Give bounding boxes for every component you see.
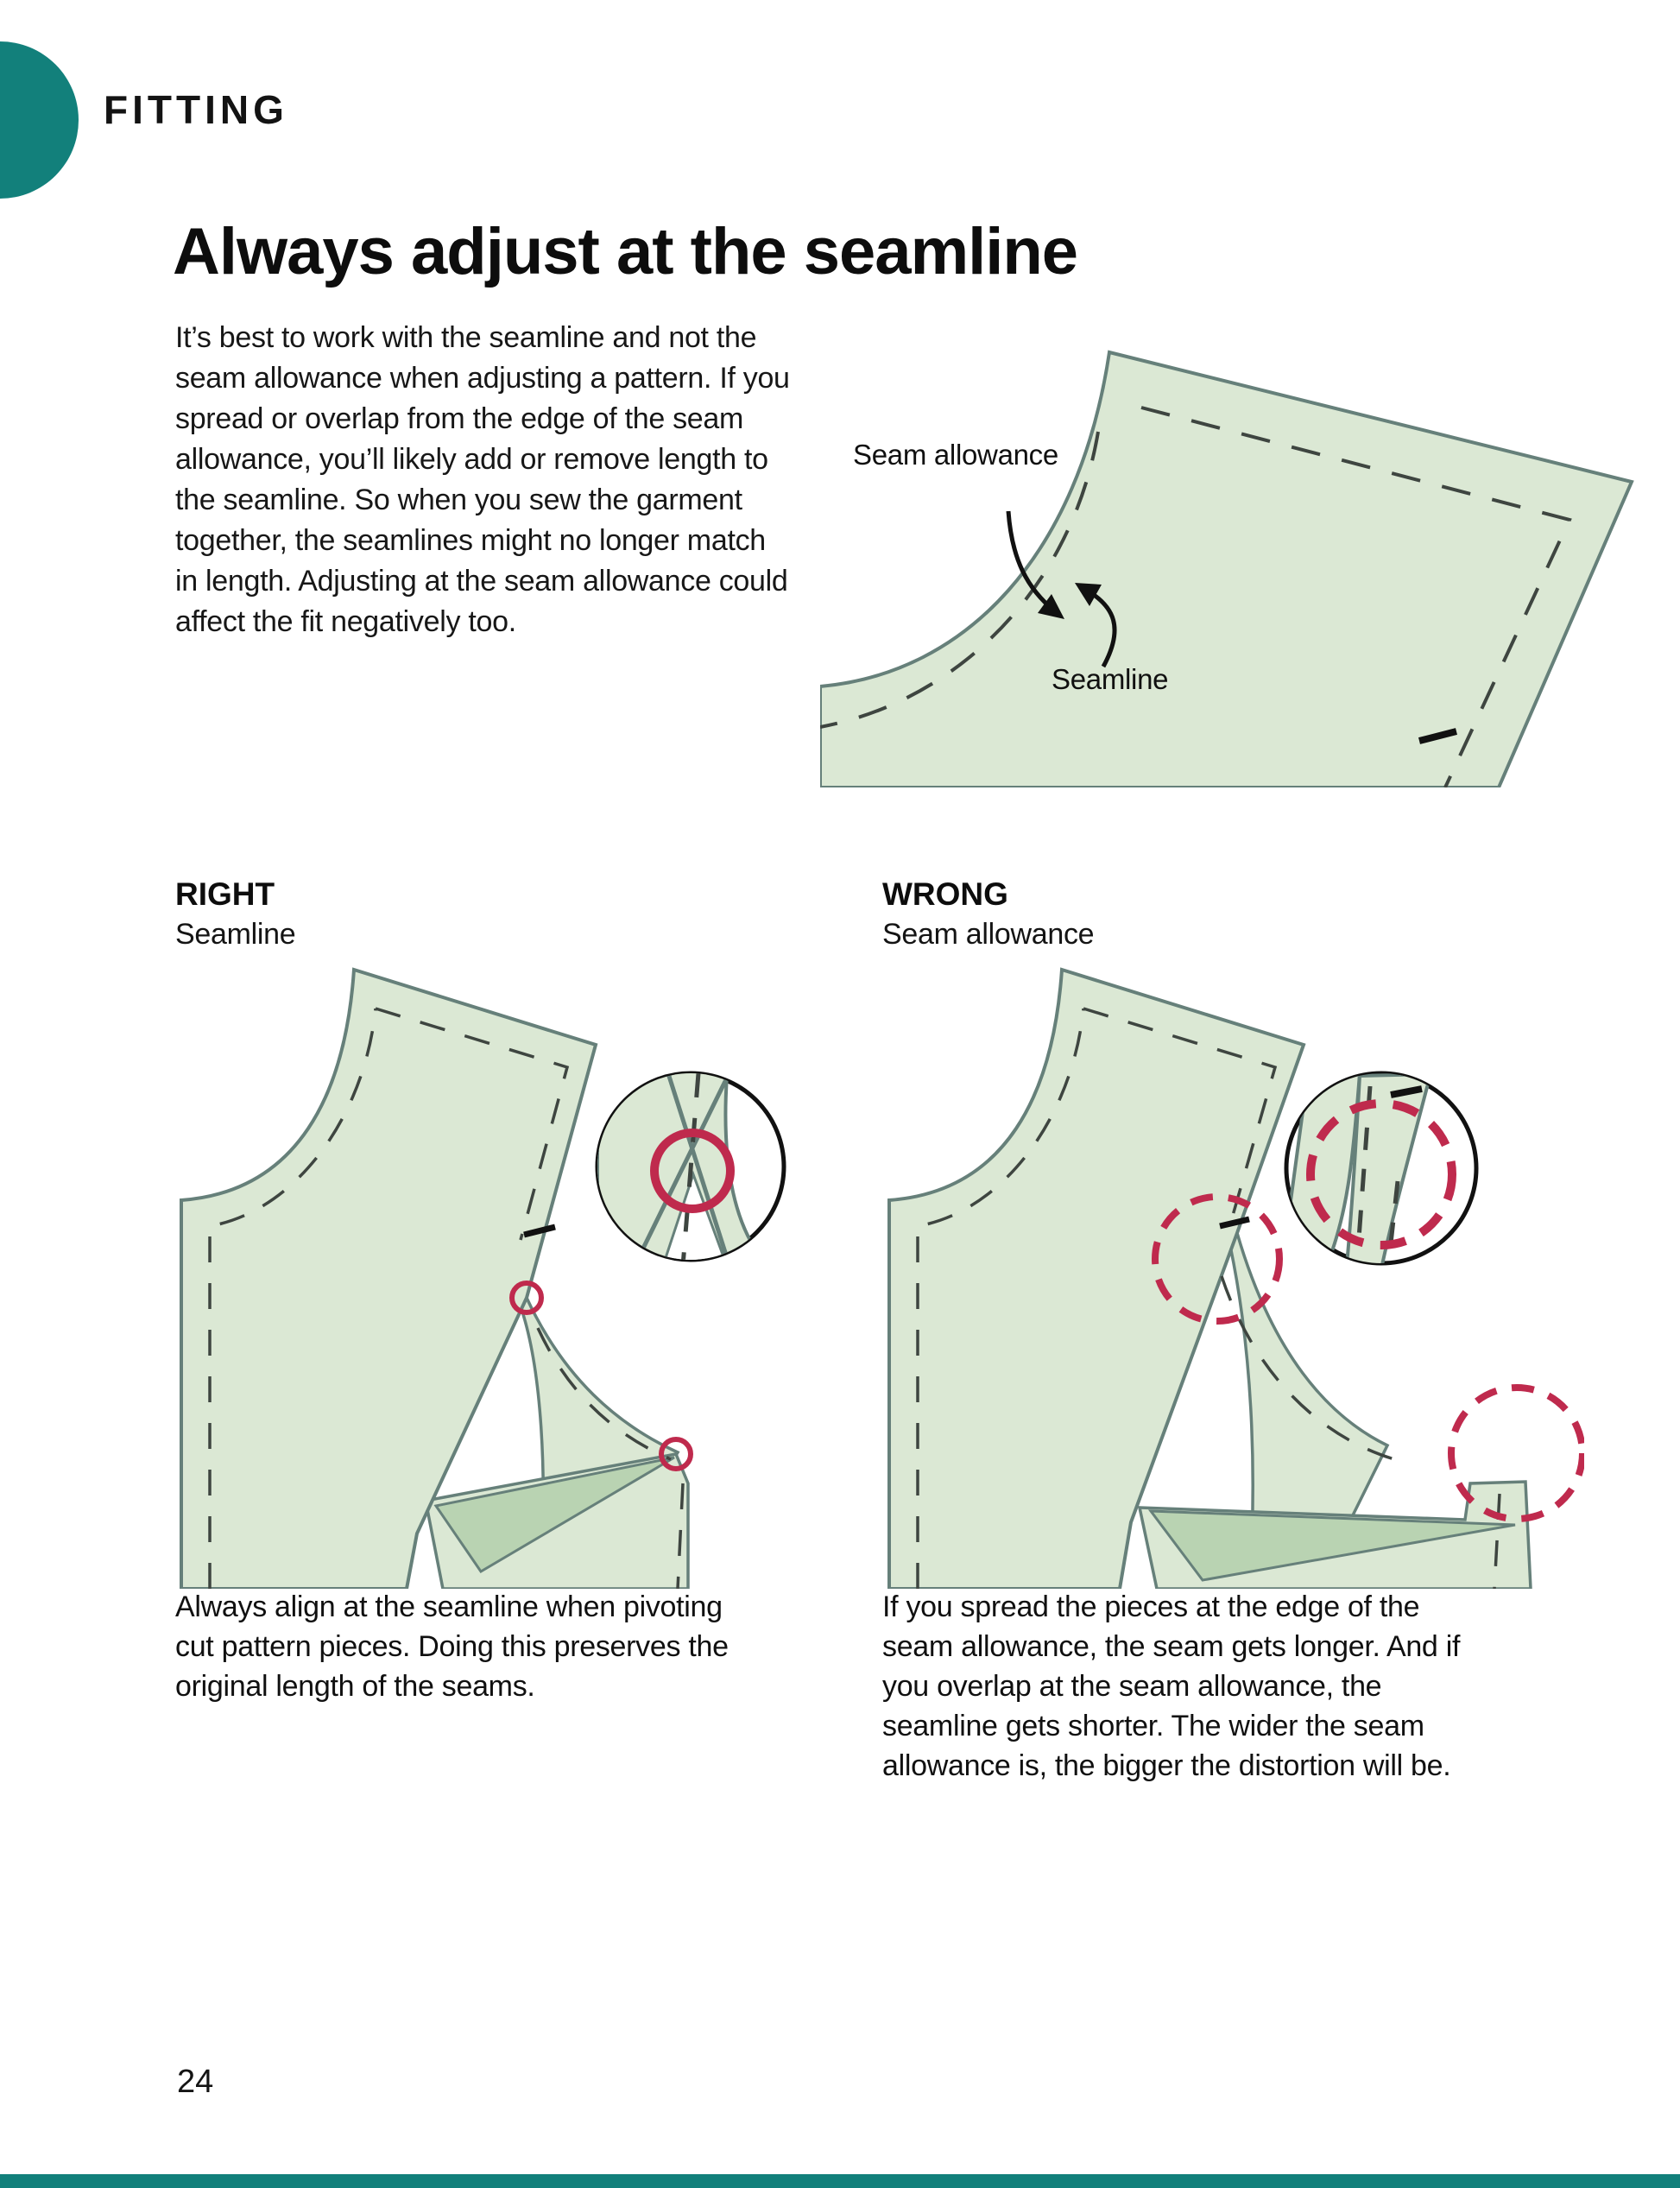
bottom-accent-bar	[0, 2174, 1680, 2188]
right-caption: Always align at the seamline when pivoting cut pattern pieces. Doing this preserves the original length of the seams.	[175, 1590, 729, 1703]
seam-allowance-diagram	[820, 328, 1680, 787]
right-diagram	[168, 965, 859, 1589]
wrong-heading: WRONG	[882, 876, 1008, 912]
seamline-label: Seamline	[1052, 663, 1169, 695]
intro-paragraph: It’s best to work with the seamline and not the seam allowance when adjusting a pattern. If you spread or overlap from the edge of the seam allowance, you’ll likely add or remove length to the seamline. So when you sew the garment together, the seamlines might no longer match in length. Adjusting at the seam allowance could affect the fit negatively too.	[175, 321, 790, 638]
page-title: Always adjust at the seamline	[173, 215, 1078, 288]
wrong-subheading: Seam allowance	[882, 918, 1095, 951]
teal-corner-circle	[0, 41, 79, 199]
page-number: 24	[177, 2064, 214, 2100]
wrong-diagram	[876, 965, 1584, 1589]
section-label: FITTING	[104, 87, 288, 132]
right-subheading: Seamline	[175, 918, 296, 951]
right-heading: RIGHT	[175, 876, 275, 912]
seam-allowance-label: Seam allowance	[853, 439, 1058, 471]
wrong-caption: If you spread the pieces at the edge of the seam allowance, the seam gets longer. And if you overlap at the seam allowance, the seamline gets shorter. The wider the seam allowance is, the bigger the distortion will be.	[882, 1590, 1461, 1782]
